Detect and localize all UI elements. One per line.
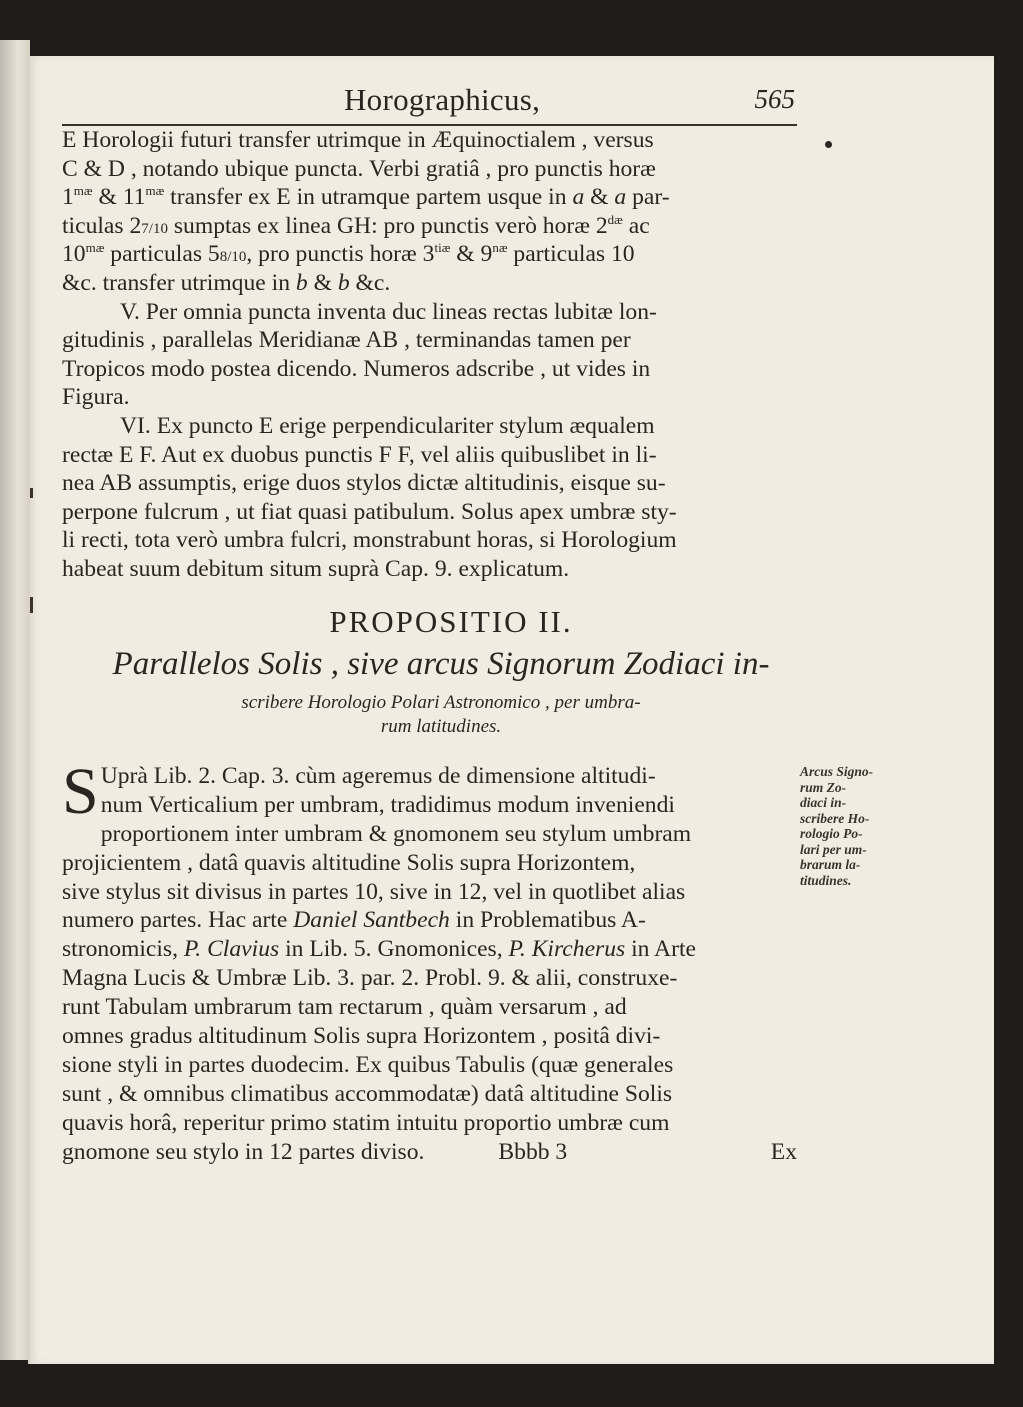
- text-line: runt Tabulam umbrarum tam rectarum , quàm versarum , ad: [62, 994, 627, 1021]
- margin-note-line: rologio Po-: [800, 826, 863, 841]
- author-name: P. Kircherus: [508, 936, 626, 963]
- running-title: Horographicus,: [344, 82, 541, 117]
- text-line: Magna Lucis & Umbræ Lib. 3. par. 2. Probl. 9. & alii, construxe-: [62, 965, 678, 992]
- fraction: 8/10: [219, 249, 247, 266]
- margin-note-line: lari per um-: [800, 841, 867, 857]
- signature-mark: Bbbb 3: [498, 1138, 568, 1165]
- page-number: 565: [754, 84, 795, 114]
- text-line: perpone fulcrum , ut fiat quasi patibulum. Solus apex umbræ sty-: [62, 498, 677, 525]
- author-name: Daniel Santbech: [293, 907, 450, 934]
- text-line: sive stylus sit divisus in partes 10, sive in 12, vel in quotlibet alias: [62, 878, 686, 905]
- text-line: [62, 183, 802, 212]
- text-line: [62, 906, 797, 935]
- superscript: dæ: [607, 211, 623, 227]
- text-block-body: [62, 755, 797, 1166]
- text-span: gnomone seu stylo in 12 partes diviso.: [62, 1138, 425, 1165]
- margin-note-line: diaci in-: [800, 795, 847, 810]
- text-line: [62, 212, 802, 241]
- catchword: Ex: [770, 1138, 797, 1165]
- text-span: 10: [62, 241, 86, 268]
- text-line: Figura.: [62, 384, 130, 411]
- superscript: mæ: [73, 183, 93, 199]
- text-span: ticulas 2: [62, 212, 142, 239]
- text-span: par-: [626, 184, 670, 211]
- text-span: & 9: [450, 241, 493, 268]
- text-line: E Horologii futuri transfer utrimque in Æquinoctialem , versus: [62, 127, 654, 153]
- text-span: in Arte: [625, 936, 696, 963]
- margin-note-line: brarum la-: [800, 857, 861, 872]
- book-page: [28, 56, 994, 1364]
- text-span: , pro punctis horæ 3: [246, 241, 435, 268]
- text-span: ac: [622, 212, 650, 239]
- text-span: in Problematibus A-: [449, 907, 646, 934]
- text-line: gitudinis , parallelas Meridianæ AB , terminandas tamen per: [62, 327, 631, 354]
- text-span: &: [584, 184, 615, 211]
- text-span: & 11: [92, 184, 146, 211]
- margin-note: [800, 764, 910, 888]
- text-line: rectæ E F. Aut ex duobus punctis F F, vel aliis quibuslibet in li-: [62, 441, 657, 468]
- text-span: sumptas ex linea GH: pro punctis verò horæ 2: [167, 212, 608, 239]
- running-head: [62, 80, 797, 126]
- text-span: &c.: [349, 269, 391, 296]
- text-line: V. Per omnia puncta inventa duc lineas rectas lubitæ lon-: [120, 298, 657, 325]
- text-line: habeat suum debitum situm suprà Cap. 9. explicatum.: [62, 555, 570, 582]
- margin-note-line: titudines.: [800, 872, 852, 888]
- text-line: sunt , & omnibus climatibus accommodatæ) datâ altitudine Solis: [62, 1080, 673, 1107]
- proposition-subtitle: Parallelos Solis , sive arcus Signorum Zodiaci in-: [112, 646, 770, 682]
- text-span: transfer ex E in utramque partem usque in: [164, 184, 573, 211]
- text-line: num Verticalium per umbram, tradidimus modum inveniendi: [100, 791, 675, 818]
- fraction: 7/10: [141, 220, 168, 237]
- text-span: particulas 10: [507, 241, 635, 268]
- text-line: quavis horâ, reperitur primo statim intuitu proportio umbræ cum: [62, 1109, 670, 1136]
- margin-note-line: scribere Ho-: [800, 810, 870, 826]
- text-line: li recti, tota verò umbra fulcri, monstrabunt horas, si Horologium: [62, 527, 677, 554]
- superscript: mæ: [145, 183, 165, 199]
- text-block-top: [62, 126, 802, 584]
- text-span: stronomicis,: [62, 936, 184, 963]
- proposition-subtitle: scribere Horologio Polari Astronomico , per umbra-: [241, 692, 641, 713]
- text-line: [62, 240, 802, 269]
- proposition-title: PROPOSITIO II.: [329, 604, 573, 639]
- superscript: tiæ: [434, 240, 451, 256]
- text-span: &c. transfer utrimque in: [62, 269, 296, 296]
- italic-letter: a: [572, 184, 585, 211]
- ink-speck: [30, 597, 33, 613]
- text-span: 1: [62, 184, 74, 211]
- text-line: projicientem , datâ quavis altitudine Solis supra Horizontem,: [62, 849, 636, 876]
- italic-letter: b: [337, 269, 350, 296]
- ink-speck: [825, 141, 832, 148]
- superscript: næ: [492, 240, 508, 256]
- margin-note-line: Arcus Signo-: [800, 764, 874, 779]
- ink-speck: [30, 488, 33, 498]
- text-line: [62, 269, 802, 298]
- text-line: sione styli in partes duodecim. Ex quibus Tabulis (quæ generales: [62, 1051, 674, 1078]
- text-line: Uprà Lib. 2. Cap. 3. cùm ageremus de dimensione altitudi-: [100, 763, 656, 789]
- text-line: omnes gradus altitudinum Solis supra Horizontem , positâ divi-: [62, 1023, 661, 1050]
- text-line: [62, 935, 797, 964]
- text-span: in Lib. 5. Gnomonices,: [279, 936, 509, 963]
- drop-cap: S: [62, 755, 99, 828]
- text-span: particulas 5: [104, 241, 220, 268]
- text-line: C & D , notando ubique puncta. Verbi gratiâ , pro punctis horæ: [62, 155, 656, 182]
- text-line: proportionem inter umbram & gnomonem seu stylum umbram: [100, 820, 692, 847]
- author-name: P. Clavius: [183, 936, 280, 963]
- text-line: Tropicos modo postea dicendo. Numeros adscribe , ut vides in: [62, 355, 651, 382]
- text-span: numero partes. Hac arte: [62, 907, 294, 934]
- text-line: VI. Ex puncto E erige perpendiculariter stylum æqualem: [120, 412, 655, 439]
- superscript: mæ: [85, 240, 105, 256]
- text-line: [62, 1138, 797, 1167]
- margin-note-line: rum Zo-: [800, 779, 847, 795]
- proposition-subtitle: rum latitudines.: [380, 716, 502, 737]
- text-span: &: [307, 269, 338, 296]
- italic-letter: b: [295, 269, 308, 296]
- text-line: nea AB assumptis, erige duos stylos dictæ altitudinis, eisque su-: [62, 470, 666, 497]
- italic-letter: a: [614, 184, 627, 211]
